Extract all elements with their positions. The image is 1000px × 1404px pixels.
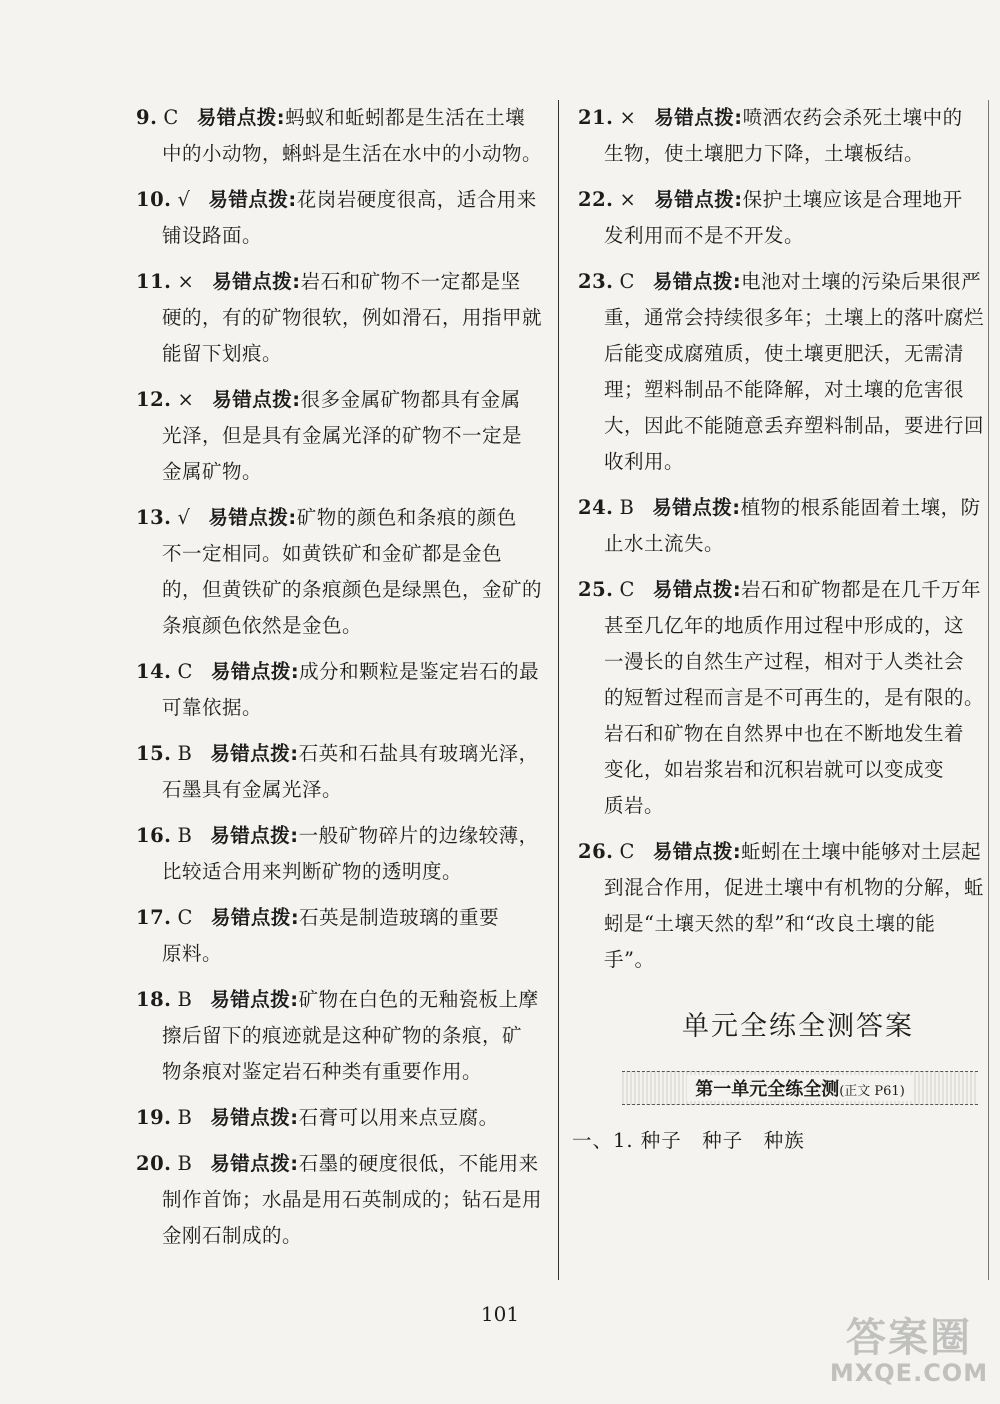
answer-continuation-line: 铺设路面。	[162, 224, 263, 247]
answer-first-line	[136, 818, 546, 854]
answer-choice: ×	[177, 388, 195, 411]
section-title: 单元全练全测答案	[682, 1011, 914, 1042]
answer-continuation-line: 不一定相同。如黄铁矿和金矿都是金色	[162, 542, 503, 565]
answer-continuation-line: 的，但黄铁矿的条痕颜色是绿黑色，金矿的	[162, 578, 543, 601]
hint-label: 易错点拨:	[208, 188, 297, 211]
answer-item	[578, 572, 985, 824]
answer-continuation-line: 制作首饰；水晶是用石英制成的；钻石是用	[162, 1188, 543, 1211]
answer-first-line	[136, 1100, 546, 1136]
answer-choice: C	[177, 660, 193, 683]
answer-choice: ×	[177, 270, 195, 293]
answer-continuation-line: 光泽，但是具有金属光泽的矿物不一定是	[162, 424, 523, 447]
answer-first-line	[136, 500, 546, 536]
hint-label: 易错点拨:	[210, 1152, 299, 1175]
answer-continuation-line: 中的小动物，蝌蚪是生活在水中的小动物。	[162, 142, 543, 165]
question-number: 10.	[136, 188, 172, 211]
explanation-text: 一般矿物碎片的边缘较薄，	[298, 824, 539, 847]
answer-continuation-line: 条痕颜色依然是金色。	[162, 614, 363, 637]
answer-continuation-line: 到混合作用，促进土壤中有机物的分解，蚯	[604, 876, 985, 899]
hint-label: 易错点拨:	[210, 824, 299, 847]
explanation-text: 石英和石盐具有玻璃光泽，	[298, 742, 539, 765]
hint-label: 易错点拨:	[210, 988, 299, 1011]
hint-label: 易错点拨:	[210, 660, 300, 683]
answer-continuation-line: 石墨具有金属光泽。	[162, 778, 343, 801]
answer-item	[578, 182, 978, 254]
hint-label: 易错点拨:	[652, 578, 742, 601]
answer-choice: B	[177, 1106, 193, 1129]
answer-continuation-line: 理；塑料制品不能降解，对土壤的危害很	[604, 378, 965, 401]
answer-continuation-line: 一漫长的自然生产过程，相对于人类社会	[604, 650, 965, 673]
answer-choice: C	[619, 840, 635, 863]
answer-item	[136, 1146, 546, 1254]
hint-label: 易错点拨:	[210, 906, 300, 929]
answer-item	[578, 490, 981, 562]
answer-choice: B	[619, 496, 635, 519]
answer-choice: B	[177, 988, 193, 1011]
explanation-text: 植物的根系能固着土壤，防	[740, 496, 981, 519]
answer-item	[136, 382, 546, 490]
question-number: 26.	[578, 840, 614, 863]
unit-heading-text: 第一单元全练全测	[695, 1079, 840, 1100]
explanation-text: 矿物在白色的无釉瓷板上摩	[298, 988, 539, 1011]
hint-label: 易错点拨:	[196, 106, 286, 129]
answer-first-line	[136, 100, 546, 136]
explanation-text: 蚂蚁和蚯蚓都是生活在土壤	[285, 106, 526, 129]
question-number: 17.	[136, 906, 172, 929]
hint-label: 易错点拨:	[652, 270, 742, 293]
answer-item	[578, 834, 985, 978]
answer-first-line	[136, 982, 546, 1018]
answer-continuation-line: 能留下划痕。	[162, 342, 283, 365]
page-number: 101	[480, 1302, 520, 1326]
first-answer-line: 一、1. 种子 种子 种族	[572, 1129, 805, 1152]
answer-first-line	[136, 382, 546, 418]
explanation-text: 石膏可以用来点豆腐。	[298, 1106, 499, 1129]
hint-label: 易错点拨:	[212, 270, 301, 293]
unit-page-ref: (正文 P61)	[839, 1084, 905, 1099]
right-answer-list	[578, 100, 985, 978]
answer-item	[136, 982, 546, 1090]
answer-continuation-line: 岩石和矿物在自然界中也在不断地发生着	[604, 722, 965, 745]
answer-item	[136, 818, 546, 890]
answer-continuation-line: 原料。	[162, 942, 223, 965]
answer-first-line	[136, 736, 546, 772]
unit-heading-box	[622, 1071, 978, 1105]
answer-first-line	[578, 572, 982, 608]
answer-item	[136, 264, 546, 372]
answer-continuation-line: 擦后留下的痕迹就是这种矿物的条痕，矿	[162, 1024, 523, 1047]
answer-continuation-line: 发利用而不是不开发。	[604, 224, 805, 247]
hint-label: 易错点拨:	[210, 742, 299, 765]
answer-item	[136, 654, 546, 726]
answer-choice: C	[619, 578, 635, 601]
answer-continuation-line: 生物，使土壤肥力下降，土壤板结。	[604, 142, 925, 165]
question-number: 15.	[136, 742, 172, 765]
left-column	[136, 100, 546, 1264]
hint-label: 易错点拨:	[210, 1106, 299, 1129]
answer-continuation-line: 物条痕对鉴定岩石种类有重要作用。	[162, 1060, 483, 1083]
answer-first-line	[136, 182, 546, 218]
answer-continuation-line: 可靠依据。	[162, 696, 263, 719]
hint-label: 易错点拨:	[654, 106, 743, 129]
question-number: 18.	[136, 988, 172, 1011]
answer-choice: √	[177, 188, 191, 211]
answer-first-line	[136, 264, 546, 300]
answer-item	[136, 736, 546, 808]
question-number: 12.	[136, 388, 172, 411]
answer-first-line	[136, 900, 546, 936]
answer-item	[136, 1100, 546, 1136]
answer-choice: C	[177, 906, 193, 929]
answer-continuation-line: 比较适合用来判断矿物的透明度。	[162, 860, 463, 883]
answer-first-line	[578, 264, 982, 300]
answer-choice: C	[163, 106, 179, 129]
answer-first-line	[578, 100, 978, 136]
answer-continuation-line: 金刚石制成的。	[162, 1224, 303, 1247]
answer-continuation-line: 止水土流失。	[604, 532, 725, 555]
answer-choice: C	[619, 270, 635, 293]
explanation-text: 蚯蚓在土壤中能够对土层起	[741, 840, 982, 863]
explanation-text: 成分和颗粒是鉴定岩石的最	[299, 660, 540, 683]
answer-choice: √	[177, 506, 191, 529]
answer-item	[136, 100, 546, 172]
unit-heading	[687, 1075, 913, 1101]
answer-continuation-line: 金属矿物。	[162, 460, 263, 483]
question-number: 21.	[578, 106, 614, 129]
hint-label: 易错点拨:	[652, 496, 741, 519]
answer-choice: B	[177, 824, 193, 847]
answer-continuation-line: 收利用。	[604, 450, 685, 473]
answer-item	[136, 182, 546, 254]
explanation-text: 矿物的颜色和条痕的颜色	[296, 506, 517, 529]
answer-continuation-line: 蚓是“土壤天然的犁”和“改良土壤的能	[604, 912, 936, 935]
answer-choice: ×	[619, 106, 637, 129]
hint-label: 易错点拨:	[652, 840, 742, 863]
explanation-text: 保护土壤应该是合理地开	[742, 188, 963, 211]
answer-first-line	[578, 490, 981, 526]
explanation-text: 石墨的硬度很低，不能用来	[298, 1152, 539, 1175]
answer-item	[578, 264, 985, 480]
answer-continuation-line: 甚至几亿年的地质作用过程中形成的，这	[604, 614, 965, 637]
question-number: 19.	[136, 1106, 172, 1129]
watermark-top: 答案圈	[846, 1315, 972, 1361]
question-number: 22.	[578, 188, 614, 211]
explanation-text: 花岗岩硬度很高，适合用来	[296, 188, 537, 211]
answer-first-line	[136, 654, 546, 690]
question-number: 25.	[578, 578, 614, 601]
question-number: 23.	[578, 270, 614, 293]
answer-first-line	[578, 182, 978, 218]
answer-continuation-line: 变化，如岩浆岩和沉积岩就可以变成变	[604, 758, 945, 781]
hint-label: 易错点拨:	[212, 388, 301, 411]
page-edge-rule	[988, 100, 989, 1280]
answer-continuation-line: 质岩。	[604, 794, 665, 817]
explanation-text: 电池对土壤的污染后果很严	[741, 270, 982, 293]
column-divider	[558, 100, 559, 1280]
explanation-text: 岩石和矿物都是在几千万年	[741, 578, 982, 601]
answer-continuation-line: 后能变成腐殖质，使土壤更肥沃，无需清	[604, 342, 965, 365]
question-number: 9.	[136, 106, 158, 129]
answer-choice: B	[177, 742, 193, 765]
question-number: 13.	[136, 506, 172, 529]
answer-choice: B	[177, 1152, 193, 1175]
answer-first-line	[578, 834, 982, 870]
answer-continuation-line: 大，因此不能随意丢弃塑料制品，要进行回	[604, 414, 985, 437]
explanation-text: 石英是制造玻璃的重要	[299, 906, 500, 929]
answer-item	[136, 500, 546, 644]
question-number: 14.	[136, 660, 172, 683]
hint-label: 易错点拨:	[208, 506, 297, 529]
watermark-bottom: MXQE.COM	[829, 1359, 989, 1387]
watermark-logo	[824, 1306, 994, 1396]
answer-continuation-line: 重，通常会持续很多年；土壤上的落叶腐烂	[604, 306, 985, 329]
explanation-text: 岩石和矿物不一定都是坚	[300, 270, 521, 293]
right-column	[572, 100, 985, 1159]
question-number: 24.	[578, 496, 614, 519]
explanation-text: 喷洒农药会杀死土壤中的	[742, 106, 963, 129]
hint-label: 易错点拨:	[654, 188, 743, 211]
answer-item	[136, 900, 546, 972]
answer-item	[578, 100, 978, 172]
answer-first-line	[136, 1146, 546, 1182]
explanation-text: 很多金属矿物都具有金属	[300, 388, 521, 411]
answer-continuation-line: 手”。	[604, 948, 655, 971]
question-number: 16.	[136, 824, 172, 847]
answer-continuation-line: 的短暂过程而言是不可再生的，是有限的。	[604, 686, 985, 709]
question-number: 11.	[136, 270, 172, 293]
answer-choice: ×	[619, 188, 637, 211]
answer-continuation-line: 硬的，有的矿物很软，例如滑石，用指甲就	[162, 306, 543, 329]
question-number: 20.	[136, 1152, 172, 1175]
